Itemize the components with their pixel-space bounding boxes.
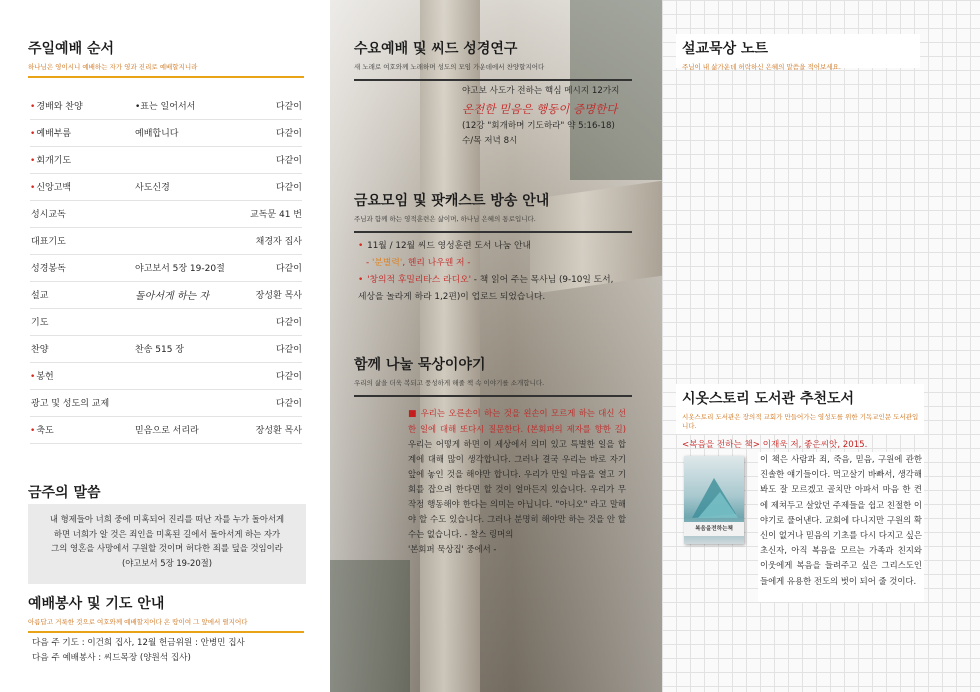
verse-box xyxy=(28,504,306,584)
order-row xyxy=(30,335,302,363)
wed-title-rule xyxy=(354,79,632,81)
share-quote: 우리는 오른손이 하는 것을 왼손이 모르게 하는 대신 선한 일에 대해 또다시 질문한다. (본회퍼의 제자를 향한 길) xyxy=(408,408,626,434)
order-row xyxy=(30,119,302,147)
service-line: 다음 주 예배봉사 : 씨드목장 (양원석 집사) xyxy=(32,653,191,663)
order-row xyxy=(30,227,302,255)
fri-item-text: 11월 / 12월 씨드 영성훈련 도서 나눔 안내 xyxy=(367,241,532,251)
order-subtitle: 하나님은 영이시니 예배하는 자가 영과 진리로 예배할지니라 xyxy=(28,63,198,71)
fri-item-text: - 책 읽어 주는 목사님 (9-10일 도서, 세상을 놀라게 하라 1,2편)이 업로드 되었습니다. xyxy=(358,275,614,302)
order-item-detail: 돌아서게 하는 자 xyxy=(135,291,209,302)
wed-line: (12강 "회개하며 기도하라" 약 5:16-18) xyxy=(462,121,615,131)
order-item-name: 성경봉독 xyxy=(31,264,66,274)
library-header xyxy=(676,384,924,450)
bullet-icon: • xyxy=(30,156,36,166)
verse-title: 금주의 말씀 xyxy=(28,485,101,501)
wed-handwritten: 온전한 믿음은 행동이 증명한다 xyxy=(462,102,618,116)
bullet-icon: • xyxy=(30,372,36,382)
bullet-icon: • xyxy=(30,129,36,139)
order-row xyxy=(30,146,302,174)
order-item-detail: 사도신경 xyxy=(135,183,170,193)
order-item-leader: 다같이 xyxy=(275,264,302,274)
order-row xyxy=(30,308,302,336)
bullet-icon: • xyxy=(358,241,364,251)
right-panel xyxy=(662,0,980,692)
order-item-detail: 예배합니다 xyxy=(135,129,179,139)
middle-panel xyxy=(330,0,662,692)
order-title: 주일예배 순서 xyxy=(28,41,115,57)
wed-title: 수요예배 및 씨드 성경연구 xyxy=(354,41,518,57)
order-item-name: •축도 xyxy=(30,426,54,436)
service-title-rule xyxy=(28,631,304,633)
left-panel xyxy=(0,0,330,692)
order-item-leader: 다같이 xyxy=(275,156,302,166)
order-item-name: 성시교독 xyxy=(31,210,66,220)
order-item-detail: 찬송 515 장 xyxy=(135,345,184,355)
share-title-rule xyxy=(354,395,632,397)
note-title: 설교묵상 노트 xyxy=(682,41,769,57)
fri-title-rule xyxy=(354,231,632,233)
share-body: 우리는 어떻게 하면 이 세상에서 의미 있고 특별한 일을 합계에 대해 많이 생각합니다. 그러나 결국 우리는 바로 자기 앞에 놓인 것을 해야만 합니다. 우리가 만일 마음을 열고 기회를 잡으려 한다면 할 것이 얼마든지 있습니다. 우리가 무작정 행동해야 한다는 의미는 아닙니다. "아니오" 라고 말해야 할 수도 있습니다. 그러나 분명히 해야만 하는 것을 안 할 수는 없습니다. - 찰스 링머의 xyxy=(408,439,626,539)
order-item-name: •예배부름 xyxy=(30,129,72,139)
book-cover-title: 복음을전하는책 xyxy=(695,526,733,532)
service-subtitle: 아름답고 거룩한 것으로 여호와께 예배할지어다 온 땅이여 그 앞에서 떨지어다 xyxy=(28,618,248,626)
order-title-rule xyxy=(28,76,304,78)
fri-item-sub xyxy=(358,255,622,272)
verse-line: 그의 영혼을 사망에서 구원할 것이며 허다한 죄를 덮을 것임이라 xyxy=(51,543,283,553)
order-item-name: 광고 및 성도의 교제 xyxy=(31,399,110,409)
radio-title: '창의적 후밀리타스 라디오' xyxy=(367,275,472,285)
wed-line: 야고보 사도가 전하는 핵심 메시지 12가지 xyxy=(462,86,620,96)
order-row xyxy=(30,281,302,309)
share-text xyxy=(408,406,626,557)
book-title: '분별력' xyxy=(371,258,403,268)
verse-reference: (야고보서 5장 19-20절) xyxy=(121,557,213,568)
order-item-detail: •표는 일어서서 xyxy=(135,102,196,112)
note-header xyxy=(676,34,920,71)
order-item-name: •경배와 찬양 xyxy=(30,102,83,112)
book-line: <복음을 전하는 책> 이재욱 저, 좋은씨앗, 2015. xyxy=(682,440,868,450)
verse-line: 하면 너희가 알 것은 죄인을 미혹된 길에서 돌아서게 하는 자가 xyxy=(53,528,281,539)
book-cover xyxy=(684,456,744,544)
order-item-leader: 장성환 목사 xyxy=(255,291,302,301)
dash: - xyxy=(464,258,471,268)
order-item-leader: 다같이 xyxy=(275,399,302,409)
bullet-icon: • xyxy=(358,275,364,285)
order-item-name: •회개기도 xyxy=(30,156,72,166)
order-row xyxy=(30,362,302,390)
order-item-name: 설교 xyxy=(31,291,49,301)
order-item-detail: 믿음으로 서리라 xyxy=(135,426,199,436)
bullet-icon: • xyxy=(30,426,36,436)
verse-line: 내 형제들아 너희 중에 미혹되어 진리를 떠난 자를 누가 돌아서게 xyxy=(49,514,285,524)
square-bullet-icon: ■ xyxy=(408,409,418,419)
book-description: 이 책은 사람과 죄, 죽음, 믿음, 구원에 관한 진솔한 얘기들이다. 먹고살기 바빠서, 생각해 봐도 잘 모르겠고 골치만 아파서 마음 한 켠에 제쳐두고 살았던 주제들을 쉽고 친절한 이야기로 풀어낸다. 교회에 다니지만 구원의 확신이 없거나 믿음의 기초를 다시 다지고 싶은 초신자, 아직 복음을 모르는 가족과 친지와 이웃에게 복음을 들려주고 싶은 그리스도인들에게 유용한 전도의 벗이 되어 줄 것이다. xyxy=(760,454,922,586)
wed-time: 수/목 저녁 8시 xyxy=(462,136,518,146)
fri-item xyxy=(358,272,622,306)
library-title: 시옷스토리 도서관 추천도서 xyxy=(682,391,855,407)
book-author: , 헨리 나우웬 저 xyxy=(402,258,465,268)
order-item-name: •신앙고백 xyxy=(30,183,72,193)
order-item-leader: 다같이 xyxy=(275,318,302,328)
order-row xyxy=(30,173,302,201)
book-description-box xyxy=(758,452,924,602)
order-item-name: 기도 xyxy=(31,318,49,328)
order-row xyxy=(30,254,302,282)
service-title: 예배봉사 및 기도 안내 xyxy=(28,596,165,612)
order-row xyxy=(30,389,302,417)
order-row xyxy=(30,416,302,444)
wed-subtitle: 새 노래로 여호와께 노래하며 성도의 모임 가운데에서 찬양할지어다 xyxy=(354,63,545,71)
order-item-name: •봉헌 xyxy=(30,372,54,382)
order-item-leader: 다같이 xyxy=(275,345,302,355)
order-item-leader: 채경자 집사 xyxy=(255,237,302,247)
order-item-name: 찬양 xyxy=(31,345,49,355)
service-line: 다음 주 기도 : 이건희 집사, 12월 헌금위원 : 안병민 집사 xyxy=(32,638,245,648)
order-item-leader: 교독문 41 번 xyxy=(250,210,302,220)
order-item-leader: 다같이 xyxy=(275,129,302,139)
fri-title: 금요모임 및 팟캐스트 방송 안내 xyxy=(354,193,550,209)
order-item-leader: 다같이 xyxy=(275,372,302,382)
dash: - xyxy=(366,258,372,268)
bullet-icon: • xyxy=(30,183,36,193)
order-row xyxy=(30,200,302,228)
share-source: '본회퍼 묵상집' 중에서 - xyxy=(408,544,497,554)
order-item-name: 대표기도 xyxy=(31,237,66,247)
library-subtitle: 시옷스토리 도서관은 장의적 교회가 만들어가는 영성도를 위한 기독교인문 도서관입니다. xyxy=(682,413,919,430)
order-item-leader: 다같이 xyxy=(275,102,302,112)
order-item-leader: 장성환 목사 xyxy=(255,426,302,436)
fri-subtitle: 주님과 함께 하는 영적훈련은 삶이며, 하나님 은혜의 통로입니다. xyxy=(354,215,536,223)
background-photo xyxy=(330,560,410,692)
order-item-leader: 다같이 xyxy=(275,183,302,193)
fri-item xyxy=(358,238,622,255)
order-item-detail: 야고보서 5장 19-20절 xyxy=(135,264,225,274)
note-subtitle: 주님이 내 삶가운데 허락하신 은혜의 말씀을 적어보세요. xyxy=(682,63,841,71)
bullet-icon: • xyxy=(30,102,36,112)
order-row xyxy=(30,92,302,120)
share-title: 함께 나눌 묵상이야기 xyxy=(354,357,486,373)
share-subtitle: 우리의 삶을 더욱 복되고 풍성하게 해줄 책 속 이야기를 소개합니다. xyxy=(354,379,545,387)
